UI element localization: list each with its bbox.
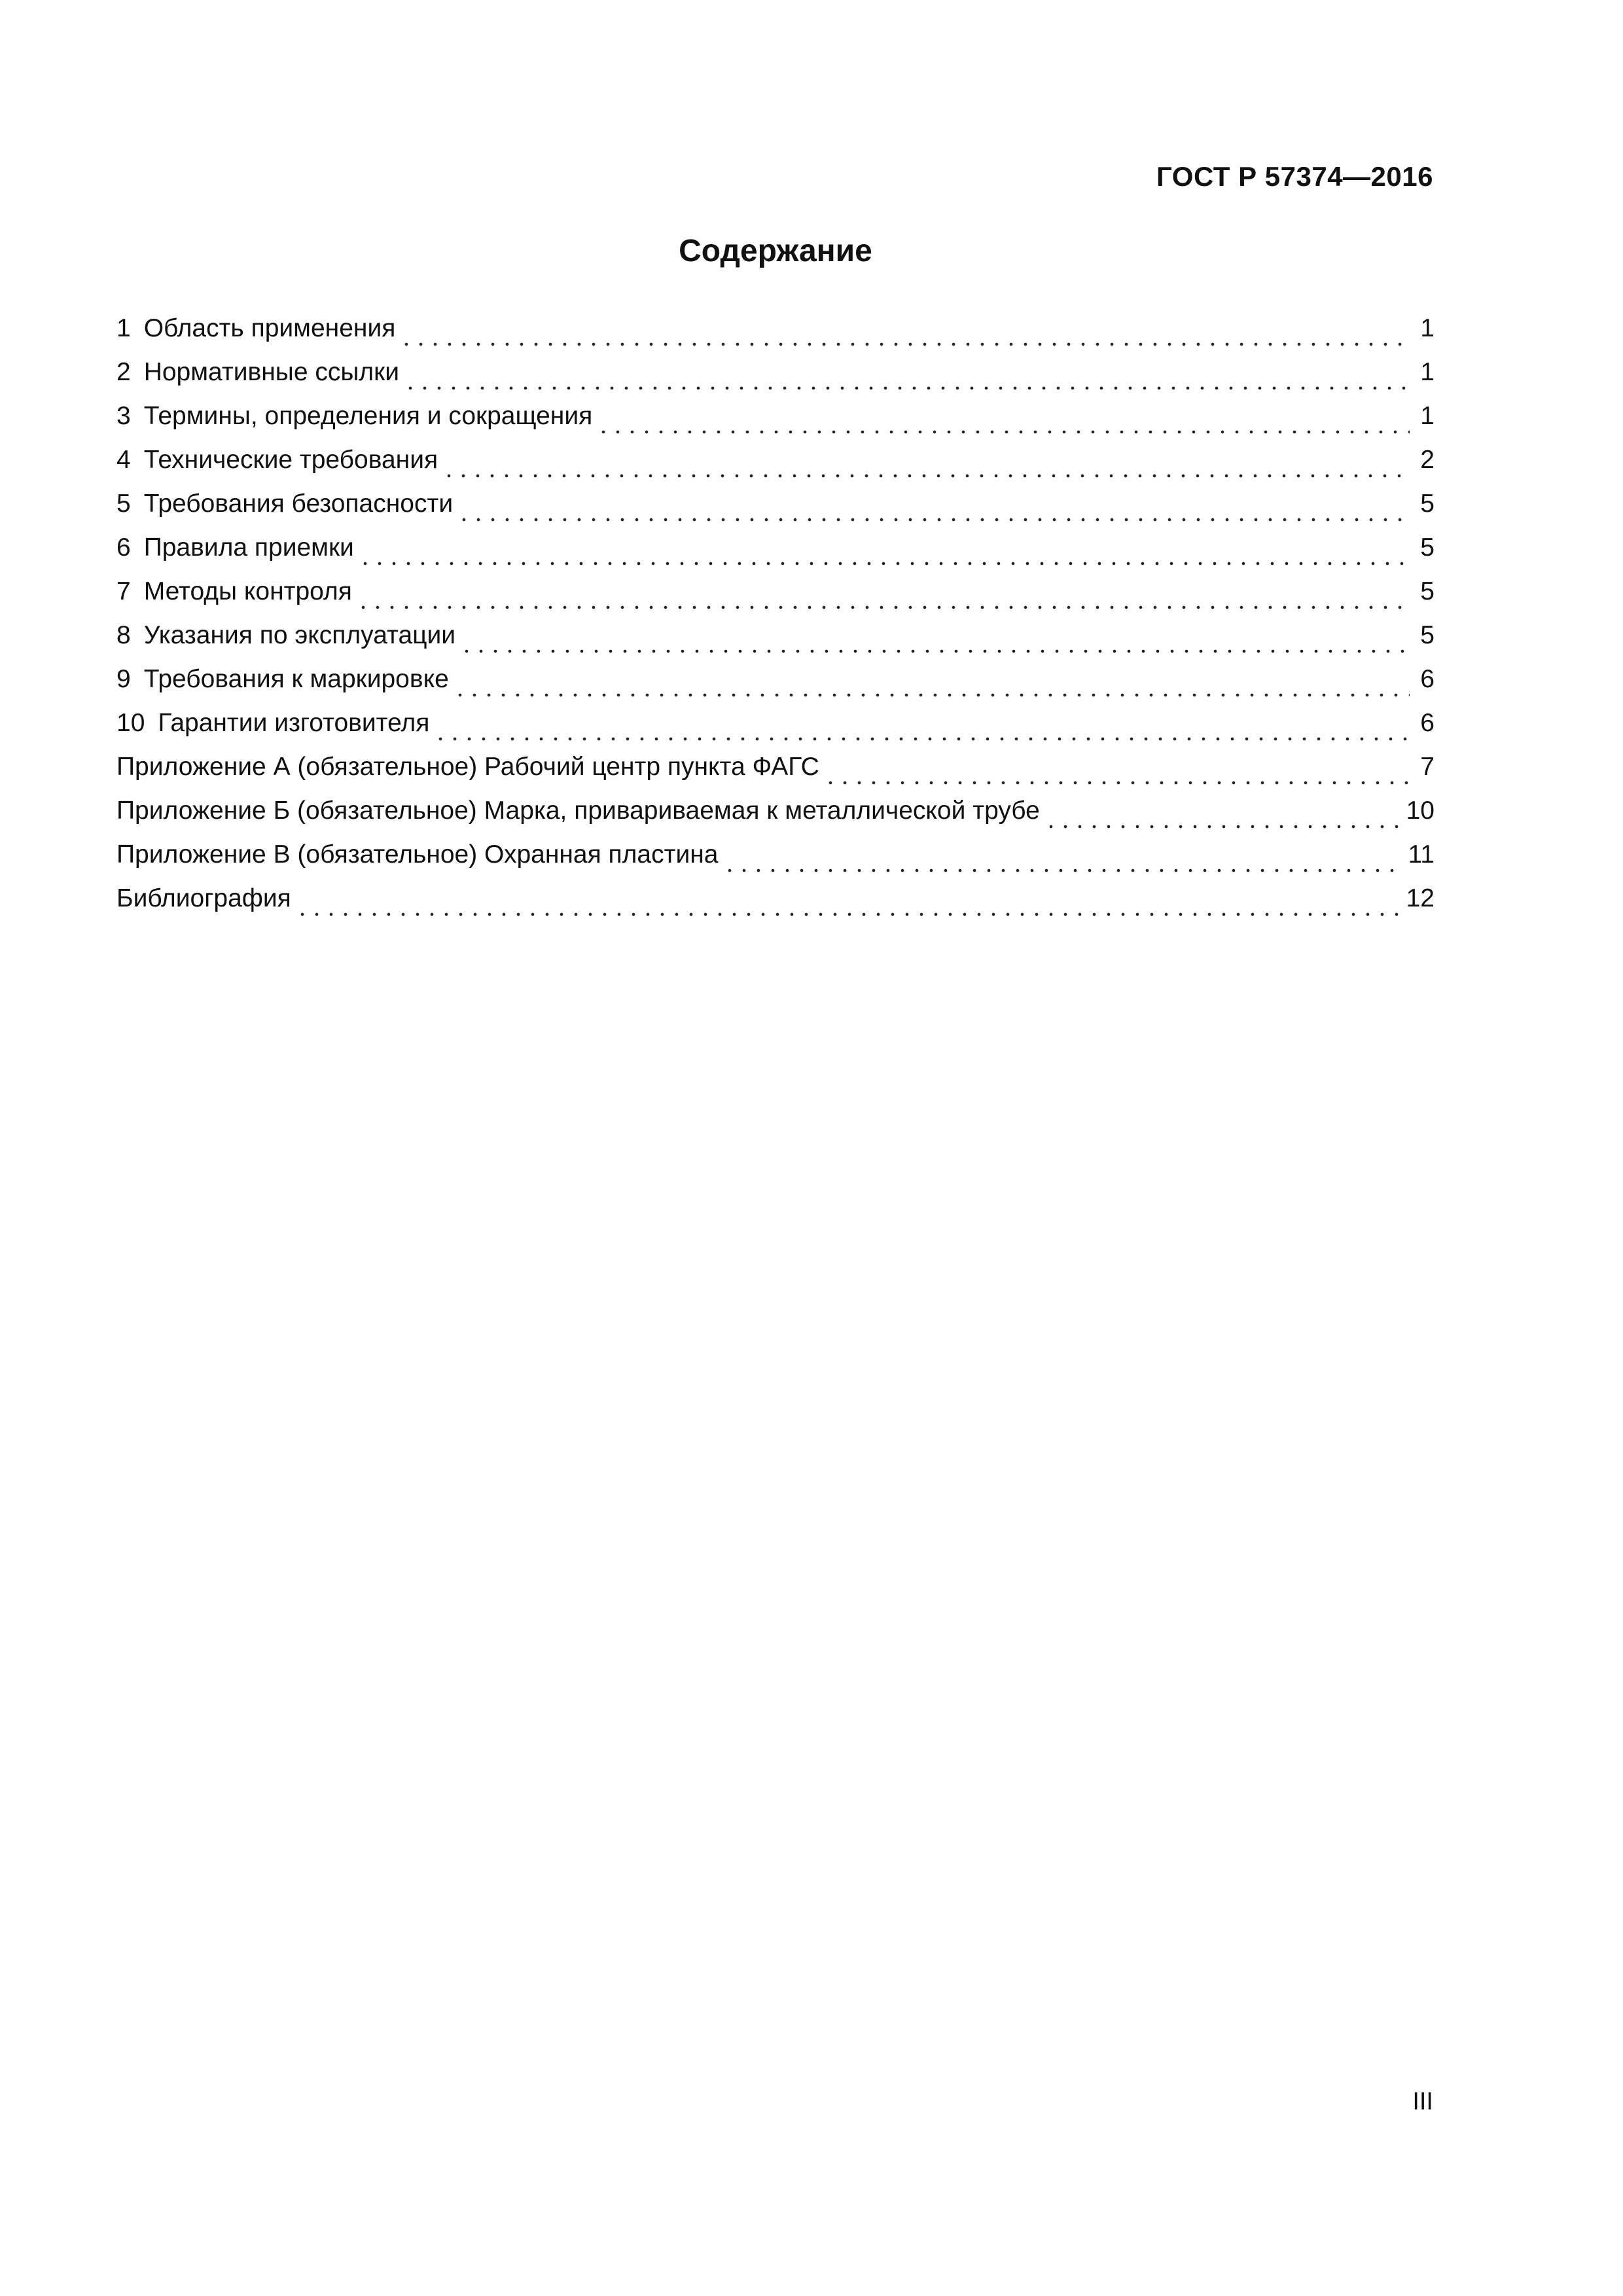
- toc-item-text: Требования безопасности: [143, 490, 454, 518]
- toc-item-3[interactable]: [116, 399, 1435, 443]
- toc-item-text: Термины, определения и сокращения: [143, 402, 593, 430]
- toc-item-page: 2: [1420, 446, 1435, 474]
- toc-item-text: Приложение А (обязательное) Рабочий центр пункта ФАГС: [116, 753, 819, 781]
- toc-item-number: 5: [116, 490, 131, 518]
- toc-item-number: 3: [116, 402, 131, 430]
- toc-item-label: [116, 619, 459, 653]
- toc-item-page: 7: [1420, 753, 1435, 781]
- toc-item-label: [116, 443, 442, 477]
- toc-item-label: [116, 575, 356, 609]
- toc-item-9[interactable]: [116, 662, 1435, 706]
- dot-leader: [459, 648, 1410, 655]
- dot-leader: [433, 736, 1410, 742]
- toc-item-page: 6: [1420, 665, 1435, 693]
- toc-item-label: [116, 487, 457, 521]
- toc-item-number: 9: [116, 665, 131, 693]
- toc-item-label: [116, 662, 453, 696]
- toc-item-number: 10: [116, 709, 145, 737]
- toc-item-label: [116, 706, 433, 740]
- dot-leader: [295, 911, 1399, 918]
- toc-item-page: 1: [1420, 358, 1435, 386]
- toc-item-appendix-b[interactable]: [116, 794, 1435, 838]
- toc-item-text: Нормативные ссылки: [143, 358, 399, 386]
- toc-item-number: 1: [116, 314, 131, 342]
- toc-item-6[interactable]: [116, 531, 1435, 575]
- dot-leader: [403, 385, 1410, 391]
- toc-item-appendix-v[interactable]: [116, 838, 1435, 882]
- toc-item-4[interactable]: [116, 443, 1435, 487]
- toc-item-label: [116, 399, 596, 433]
- toc-item-label: [116, 794, 1044, 828]
- toc-item-page: 5: [1420, 621, 1435, 649]
- page-number: III: [1412, 2088, 1433, 2115]
- toc-item-page: 1: [1420, 402, 1435, 430]
- toc-item-text: Требования к маркировке: [143, 665, 449, 693]
- toc-item-10[interactable]: [116, 706, 1435, 750]
- toc-item-label: [116, 838, 722, 872]
- toc-item-label: [116, 882, 295, 916]
- toc-item-text: Указания по эксплуатации: [143, 621, 456, 649]
- toc-item-page: 11: [1408, 840, 1435, 869]
- toc-item-label: [116, 750, 823, 784]
- toc-item-bibliography[interactable]: [116, 882, 1435, 925]
- toc-item-label: [116, 531, 358, 565]
- dot-leader: [596, 429, 1410, 435]
- toc-item-5[interactable]: [116, 487, 1435, 531]
- dot-leader: [356, 604, 1410, 611]
- toc-item-label: [116, 355, 403, 389]
- toc-item-text: Гарантии изготовителя: [158, 709, 430, 737]
- toc-item-page: 5: [1420, 490, 1435, 518]
- toc-item-page: 5: [1420, 533, 1435, 562]
- toc-item-number: 4: [116, 446, 131, 474]
- dot-leader: [453, 692, 1410, 698]
- toc-item-page: 10: [1406, 797, 1435, 825]
- toc-item-number: 8: [116, 621, 131, 649]
- dot-leader: [358, 560, 1410, 567]
- toc-item-text: Область применения: [143, 314, 396, 342]
- toc-item-appendix-a[interactable]: [116, 750, 1435, 794]
- toc-item-number: 6: [116, 533, 131, 562]
- toc-item-page: 1: [1420, 314, 1435, 342]
- toc-item-text: Правила приемки: [143, 533, 354, 562]
- toc-item-text: Методы контроля: [143, 577, 352, 605]
- toc-item-number: 7: [116, 577, 131, 605]
- dot-leader: [1044, 823, 1399, 830]
- table-of-contents: [116, 312, 1435, 925]
- dot-leader: [823, 780, 1410, 786]
- toc-item-text: Технические требования: [143, 446, 438, 474]
- toc-item-page: 12: [1406, 884, 1435, 912]
- dot-leader: [457, 516, 1410, 523]
- toc-item-text: Приложение В (обязательное) Охранная пластина: [116, 840, 719, 869]
- toc-title: Содержание: [679, 234, 872, 268]
- toc-item-7[interactable]: [116, 575, 1435, 619]
- dot-leader: [722, 867, 1400, 874]
- toc-item-2[interactable]: [116, 355, 1435, 399]
- toc-item-page: 5: [1420, 577, 1435, 605]
- toc-item-8[interactable]: [116, 619, 1435, 662]
- toc-item-1[interactable]: [116, 312, 1435, 355]
- toc-item-text: Приложение Б (обязательное) Марка, привариваемая к металлической трубе: [116, 797, 1040, 825]
- toc-item-page: 6: [1420, 709, 1435, 737]
- dot-leader: [442, 473, 1410, 479]
- toc-item-number: 2: [116, 358, 131, 386]
- toc-item-label: [116, 312, 399, 346]
- toc-item-text: Библиография: [116, 884, 291, 912]
- document-code: ГОСТ Р 57374—2016: [1156, 161, 1433, 192]
- dot-leader: [399, 341, 1410, 348]
